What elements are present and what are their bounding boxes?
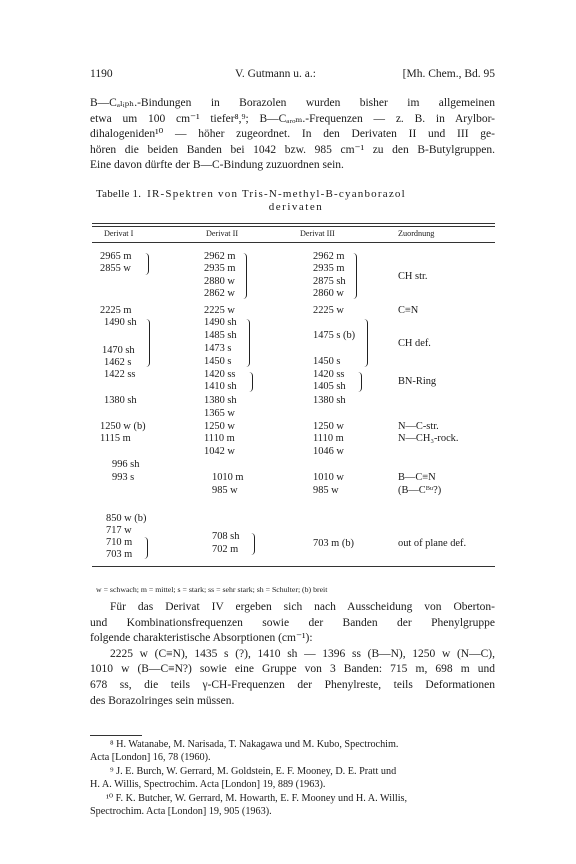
body-line: 678 ss, die teils γ-CH-Frequenzen der Phenylreste, teils Deformationen [90, 678, 495, 691]
table-cell: 703 m (b) [313, 538, 354, 549]
table-cell: 1250 w [313, 421, 344, 432]
table-rule-top-double [92, 226, 495, 227]
table-cell: 2225 m [100, 305, 132, 316]
table-cell: 2935 m [313, 263, 345, 274]
table-cell: 1250 w [204, 421, 235, 432]
table-cell: 1473 s [204, 343, 232, 354]
caption-prefix: Tabelle 1. [96, 188, 142, 200]
table-caption [96, 188, 496, 214]
table-cell: 1042 w [204, 446, 235, 457]
table-cell: (B—Cᴮᵘ?) [398, 485, 442, 496]
table-cell: 1365 w [204, 408, 235, 419]
footnote-rule [90, 735, 142, 736]
table-cell: CH def. [398, 338, 431, 349]
intro-line: etwa um 100 cm⁻¹ tiefer⁸,⁹; B—Cₐᵣₒₘ.-Frequenzen — z. B. in Arylbor- [90, 112, 495, 125]
caption-title: IR-Spektren von Tris-N-methyl-B-cyanborazol [147, 188, 406, 200]
table-cell: 2962 m [313, 251, 345, 262]
table-rule-header [92, 242, 495, 243]
table-cell: 1450 s [313, 356, 341, 367]
footnote-line: ¹⁰ F. K. Butcher, W. Gerrard, M. Howarth, E. F. Mooney und H. A. Willis, [106, 792, 408, 804]
footnotes [90, 738, 495, 818]
table-cell: 1490 sh [104, 317, 137, 328]
table-cell: 1422 ss [104, 369, 136, 380]
caption-title-cont: derivaten [268, 201, 324, 213]
bracket [146, 319, 150, 367]
bracket [145, 253, 149, 275]
table-cell: 1462 s [104, 357, 132, 368]
body-line: und Kombinationsfrequenzen sowie der Banden der Phenylgruppe [90, 616, 495, 629]
footnote-line: Acta [London] 16, 78 (1960). [90, 752, 211, 764]
bracket [144, 537, 148, 559]
table-cell: C≡N [398, 305, 419, 316]
table-legend: w = schwach; m = mittel; s = stark; ss = sehr stark; sh = Schulter; (b) breit [96, 585, 328, 594]
footnote-line: ⁹ J. E. Burch, W. Gerrard, M. Goldstein, E. F. Mooney, D. E. Pratt und [110, 765, 397, 777]
intro-line: Eine davon dürfte der B—C-Bindung zuzuordnen sein. [90, 159, 344, 172]
running-title: V. Gutmann u. a.: [235, 68, 316, 80]
table-cell: 2965 m [100, 251, 132, 262]
table-cell: 1010 w [313, 472, 344, 483]
table-cell: 2860 w [313, 288, 344, 299]
table-cell: 985 w [212, 485, 238, 496]
bracket [246, 319, 250, 367]
table-cell: 2225 w [313, 305, 344, 316]
table-cell: 1420 ss [313, 369, 345, 380]
table-cell: 1110 m [204, 433, 235, 444]
table-cell: 2862 w [204, 288, 235, 299]
bracket [358, 372, 362, 392]
body-line: 2225 w (C≡N), 1435 s (?), 1410 sh — 1396 ss (B—N), 1250 w (N—C), [110, 647, 495, 660]
table-cell: 703 m [106, 549, 133, 560]
footnote-line: H. A. Willis, Spectrochim. Acta [London] 19, 889 (1963). [90, 779, 326, 791]
table-cell: 993 s [112, 472, 135, 483]
table-cell: 1380 sh [204, 395, 237, 406]
table-cell: 1450 s [204, 356, 232, 367]
table-cell: out of plane def. [398, 538, 467, 549]
table-cell: 2875 sh [313, 276, 346, 287]
table-cell: 708 sh [212, 531, 240, 542]
table-cell: 1490 sh [204, 317, 237, 328]
table-cell: 1410 sh [204, 381, 237, 392]
body-line: 1010 w (B—C≡N?) sowie eine Gruppe von 3 Banden: 715 m, 698 m und [90, 663, 495, 676]
body-line: des Borazolringes sein müssen. [90, 694, 235, 707]
bracket [251, 533, 255, 555]
intro-line: hören die beiden Banden bei 1042 bzw. 985 cm⁻¹ zu den B-Butylgruppen. [90, 143, 495, 156]
body-line: folgende charakteristische Absorptionen (cm⁻¹): [90, 632, 313, 645]
table-cell: 2880 w [204, 276, 235, 287]
table-cell: 1485 sh [204, 330, 237, 341]
table-cell: N—C-str. [398, 421, 439, 432]
table-cell: 702 m [212, 544, 239, 555]
table-cell: 2225 w [204, 305, 235, 316]
table-cell: 1046 w [313, 446, 344, 457]
table-cell: 2935 m [204, 263, 236, 274]
table-cell: 1250 w (b) [100, 421, 146, 432]
bracket [364, 319, 368, 367]
footnote-line: ⁸ H. Watanabe, M. Narisada, T. Nakagawa und M. Kubo, Spectrochim. [110, 739, 399, 750]
table-cell: BN-Ring [398, 376, 437, 387]
bracket [353, 253, 357, 299]
table-cell: 850 w (b) [106, 513, 147, 524]
table-cell: 2962 m [204, 251, 236, 262]
table-cell: 996 sh [112, 459, 140, 470]
table-cell: 710 m [106, 537, 133, 548]
table-rule-bottom [92, 566, 495, 567]
table-cell: 2855 w [100, 263, 131, 274]
bracket [243, 253, 247, 299]
table-cell: 1380 sh [313, 395, 346, 406]
page-number: 1190 [90, 68, 113, 80]
table-cell: N—CH₃-rock. [398, 433, 459, 444]
table-cell: 1405 sh [313, 381, 346, 392]
column-header: Derivat III [300, 229, 335, 238]
footnote-line: Spectrochim. Acta [London] 19, 905 (1963). [90, 806, 272, 818]
column-header: Zuordnung [398, 229, 435, 238]
table-cell: 1470 sh [102, 345, 135, 356]
intro-line: B—Cₐₗᵢₚₕ.-Bindungen in Borazolen wurden bisher im allgemeinen [90, 97, 495, 109]
intro-paragraph [90, 96, 495, 174]
body-paragraph [90, 600, 495, 709]
table-cell: 1380 sh [104, 395, 137, 406]
table-cell: CH str. [398, 271, 428, 282]
table-cell: B—C≡N [398, 472, 436, 483]
body-line: Für das Derivat IV ergeben sich nach Ausscheidung von Oberton- [110, 601, 495, 613]
table-cell: 985 w [313, 485, 339, 496]
journal-reference: [Mh. Chem., Bd. 95 [402, 68, 495, 80]
intro-line: dihalogeniden¹⁰ — höher zugeordnet. In den Derivaten II und III ge- [90, 128, 495, 141]
column-header: Derivat II [206, 229, 239, 238]
column-header: Derivat I [104, 229, 134, 238]
table-cell: 1110 m [313, 433, 344, 444]
table-cell: 1010 m [212, 472, 244, 483]
table-cell: 1115 m [100, 433, 131, 444]
bracket [249, 372, 253, 392]
table-rule-top [92, 223, 495, 224]
table-cell: 717 w [106, 525, 132, 536]
table-cell: 1475 s (b) [313, 330, 356, 341]
table-cell: 1420 ss [204, 369, 236, 380]
